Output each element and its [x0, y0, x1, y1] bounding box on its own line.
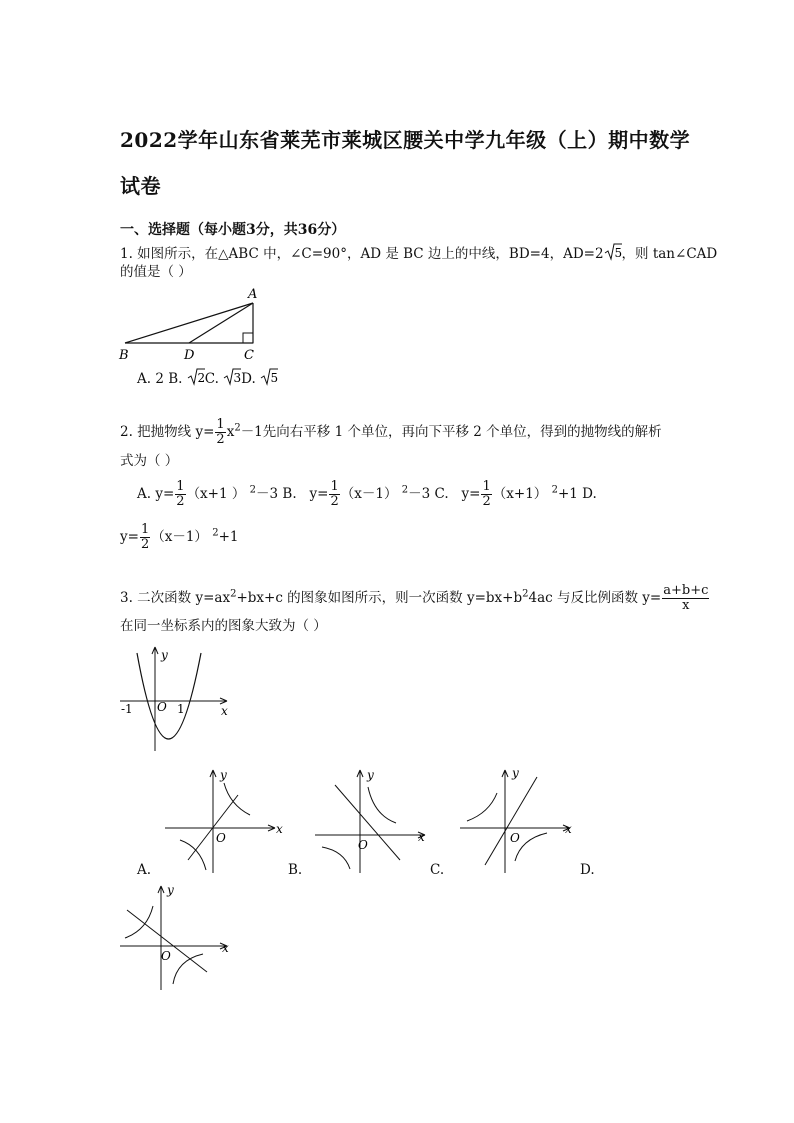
- q1-sqrt-c: [223, 368, 241, 391]
- q3-parabola-graph: [115, 645, 240, 755]
- q1-stem: [120, 243, 717, 266]
- svg-text:5: 5: [270, 371, 279, 385]
- q3-option-graph-a: [160, 765, 285, 875]
- q1-label-a: A: [248, 287, 258, 302]
- svg-text:x: x: [222, 941, 229, 955]
- q2-options-row1: A. y= $\frac{1}{2}$ （x+1 ） $^2$－3 B. y= $\frac{1}{2}$ （x－1） $^2$－3 C. y= $\frac{1}{2}$ （x+1） $^2$+1 D.: [137, 479, 597, 509]
- q1-text-b: ，则 tan∠CAD: [621, 246, 718, 262]
- q1-options: [137, 368, 278, 391]
- svg-text:y: y: [220, 768, 227, 782]
- q2-stem: [120, 418, 662, 447]
- q2-opt-d: y=: [120, 529, 139, 545]
- q2-options-row2: y= $\frac{1}{2}$ （x－1） $^2$+1: [120, 522, 239, 552]
- svg-text:O: O: [157, 700, 167, 714]
- q1-label-d: D: [184, 348, 195, 363]
- svg-text:2: 2: [197, 371, 205, 385]
- q1-opt-d: D.: [241, 371, 256, 387]
- q3-option-a-label: A.: [137, 862, 152, 878]
- q3-text-b: +bx+c 的图象如图所示，则一次函数 y=bx+b: [236, 590, 523, 606]
- svg-text:3: 3: [233, 371, 242, 385]
- q1-sqrt-ad: [604, 243, 622, 266]
- svg-text:O: O: [216, 831, 226, 845]
- q1-text-c: 的值是（ ）: [120, 264, 192, 280]
- q1-triangle-figure: [115, 286, 265, 364]
- q1-sqrt-b: [187, 368, 205, 391]
- q2-exp: 2: [234, 422, 241, 434]
- q3-text-a: 3. 二次函数 y=ax: [120, 590, 231, 606]
- q2-opt-c: y=: [461, 486, 481, 502]
- svg-text:1: 1: [177, 702, 185, 716]
- q1-opt-c: C.: [204, 371, 219, 387]
- svg-text:y: y: [167, 883, 174, 897]
- q2-text-b: x: [226, 424, 235, 440]
- q1-opt-a: A. 2 B.: [137, 371, 183, 387]
- svg-text:x: x: [276, 822, 283, 836]
- q1-label-c: C: [244, 348, 254, 363]
- q2-opt-b: y=: [309, 486, 329, 502]
- q2-text-c: －1先向右平移 1 个单位，再向下平移 2 个单位，得到的抛物线的解析: [240, 424, 662, 440]
- q1-text-a: 1. 如图所示，在△ABC 中，∠C=90°，AD 是 BC 边上的中线，BD=4，AD=2: [120, 246, 604, 262]
- svg-text:O: O: [510, 831, 520, 845]
- svg-text:x: x: [418, 830, 425, 844]
- q3-option-graph-b: [310, 765, 435, 875]
- q3-option-d-label: D.: [580, 862, 595, 878]
- svg-text:y: y: [367, 768, 374, 782]
- q3-option-c-label: C.: [430, 862, 445, 878]
- q3-stem: 3. 二次函数 $y=ax^2+bx+c$ 的图象如图所示，则一次函数 $y=bx+b^24ac$ 与反比例函数 y= $\frac{a+b+c}{x}$: [120, 583, 709, 613]
- q1-rad-ad-text: 5: [614, 246, 622, 260]
- q3-text-c: 4ac 与反比例函数 y=: [528, 590, 662, 606]
- paper-title-line1: 2022学年山东省莱芜市莱城区腰关中学九年级（上）期中数学: [120, 128, 691, 152]
- svg-text:O: O: [161, 949, 171, 963]
- q3-option-b-label: B.: [288, 862, 303, 878]
- svg-text:x: x: [221, 704, 228, 718]
- q3-option-graph-d: [115, 880, 240, 992]
- q2-text-d: 式为（ ）: [120, 453, 179, 469]
- q2-opt-a: A. y=: [137, 486, 175, 502]
- q3-fraction: $\frac{a+b+c}{x}$: [663, 583, 709, 613]
- svg-text:O: O: [358, 838, 368, 852]
- q2-text-a: 2. 把抛物线 y=: [120, 424, 215, 440]
- svg-text:x: x: [565, 822, 572, 836]
- section-heading: 一、选择题（每小题3分，共36分）: [120, 222, 346, 238]
- paper-title-line2: 试卷: [120, 174, 161, 198]
- svg-text:-1: -1: [121, 702, 133, 716]
- q1-label-b: B: [119, 348, 129, 363]
- svg-text:y: y: [512, 766, 519, 780]
- q2-fraction: $\frac{1}{2}$: [216, 417, 225, 447]
- svg-text:y: y: [161, 648, 168, 662]
- q1-sqrt-d: [260, 368, 278, 391]
- q3-option-graph-c: [455, 765, 580, 875]
- q3-text-d: 在同一坐标系内的图象大致为（ ）: [120, 618, 327, 634]
